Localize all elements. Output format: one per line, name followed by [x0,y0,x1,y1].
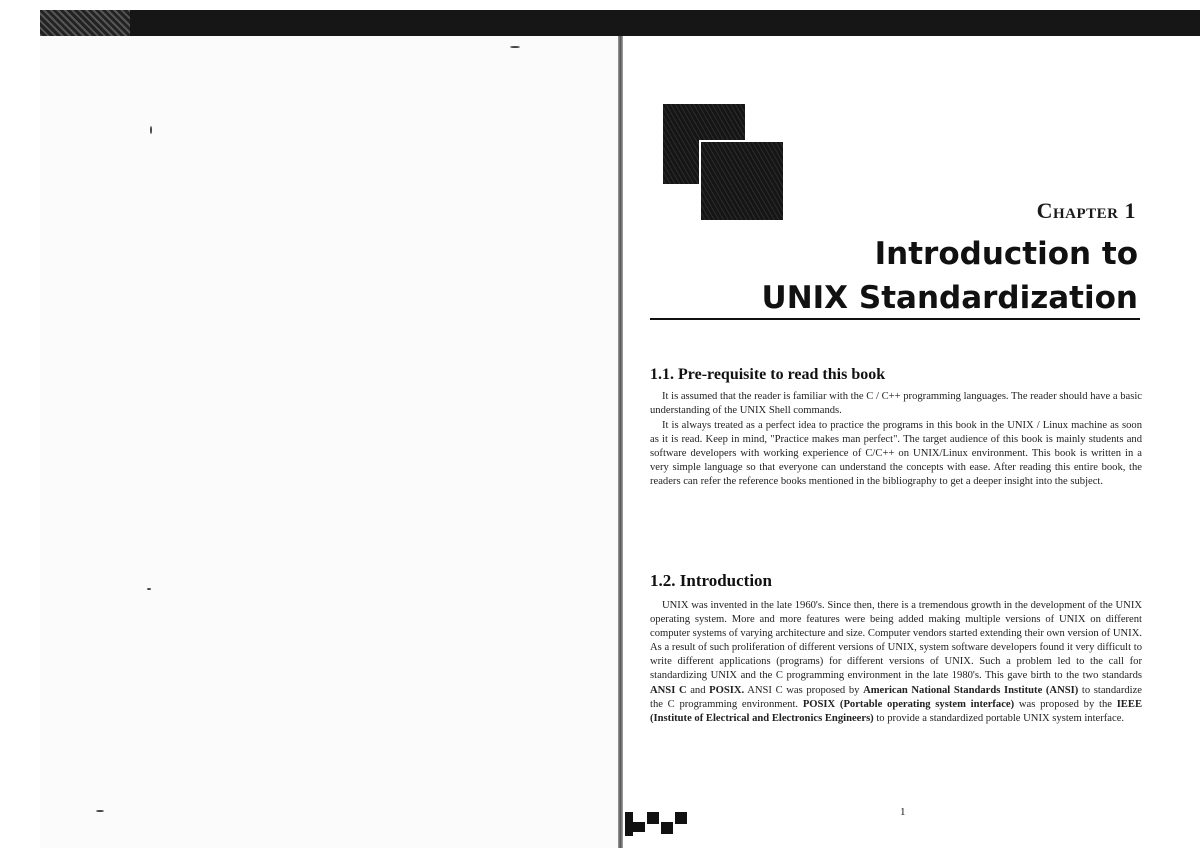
ornament-inner-frame [699,140,783,220]
chapter-title-line-1: Introduction to [874,236,1138,272]
paragraph-introduction [650,599,1142,726]
paragraph-prerequisite-2 [650,419,1142,489]
bold-term-ansi: American National Standards Institute (ANSI) [863,684,1079,696]
scan-top-band [40,10,1200,36]
paragraph-text: was proposed by the [1014,698,1117,710]
checker-block [661,822,673,834]
chapter-title [762,232,1138,320]
bold-term-ieee: IEEE (Institute of Electrical and Electronics Engineers) [650,698,1143,724]
paragraph-text: It is assumed that the reader is familiar with the C / C++ programming languages. The reader should have a basic understanding of the UNIX Shell commands. [650,391,1142,417]
scan-speck [150,126,152,134]
page-number: 1 [900,806,906,818]
chapter-ornament-graphic [663,104,783,220]
bold-term-posix-full: POSIX (Portable operating system interface) [802,698,1015,710]
checker-block [633,822,645,832]
ornament-white-square [745,104,783,140]
bold-term-ansi-c: ANSI C [650,684,687,696]
paragraph-text: and [686,684,710,696]
scan-speck [147,588,151,590]
corner-checker-mark [625,812,687,836]
checker-block [625,812,633,836]
paragraph-text: It is always treated as a perfect idea to practice the programs in this book in the UNIX / Linux machine as soon as it is read. Keep in mind, "Practice makes man perfect". The target audience of this book is mainly students and software developers with working experience of C/C++ on UNIX/Linux environment. This book is written in a very simple language so that everyone can understand the concepts with ease. After reading this entire book, the readers can refer the reference books mentioned in the bibliography to get a deeper insight into the subject. [650,420,1142,488]
checker-block [647,812,659,824]
left-blank-page [40,36,620,848]
paragraph-text: UNIX was invented in the late 1960's. Since then, there is a tremendous growth in the development of the UNIX operating system. More and more features were being added making multiple versions of UNIX on different computer systems of varying architecture and size. Computer vendors started extending their own version of UNIX. As a result of such proliferation of different versions of UNIX, system software developers found it very difficult to write different applications (programs) for different versions of UNIX. Such a problem led to the call for standardizing UNIX and the C programming environment in the late 1980's. This gave birth to the two standards [650,600,1142,682]
paragraph-text: to standardize the C programming environment. [650,684,1143,710]
paragraph-text: ANSI C was proposed by [744,684,864,696]
chapter-title-line-2: UNIX Standardization [761,280,1138,316]
title-underline [650,318,1140,320]
scan-speck [510,46,520,48]
paragraph-prerequisite-1 [650,390,1142,418]
checker-block [675,812,687,824]
ornament-white-square [663,184,699,220]
section-heading-introduction: 1.2. Introduction [650,571,773,590]
scan-noise [40,10,130,36]
paragraph-text: to provide a standardized portable UNIX system interface. [873,712,1125,724]
section-heading-prerequisite: 1.1. Pre-requisite to read this book [650,366,886,383]
chapter-label: Chapter 1 [1036,198,1136,223]
scan-speck [96,810,104,812]
bold-term-posix: POSIX. [709,684,745,696]
